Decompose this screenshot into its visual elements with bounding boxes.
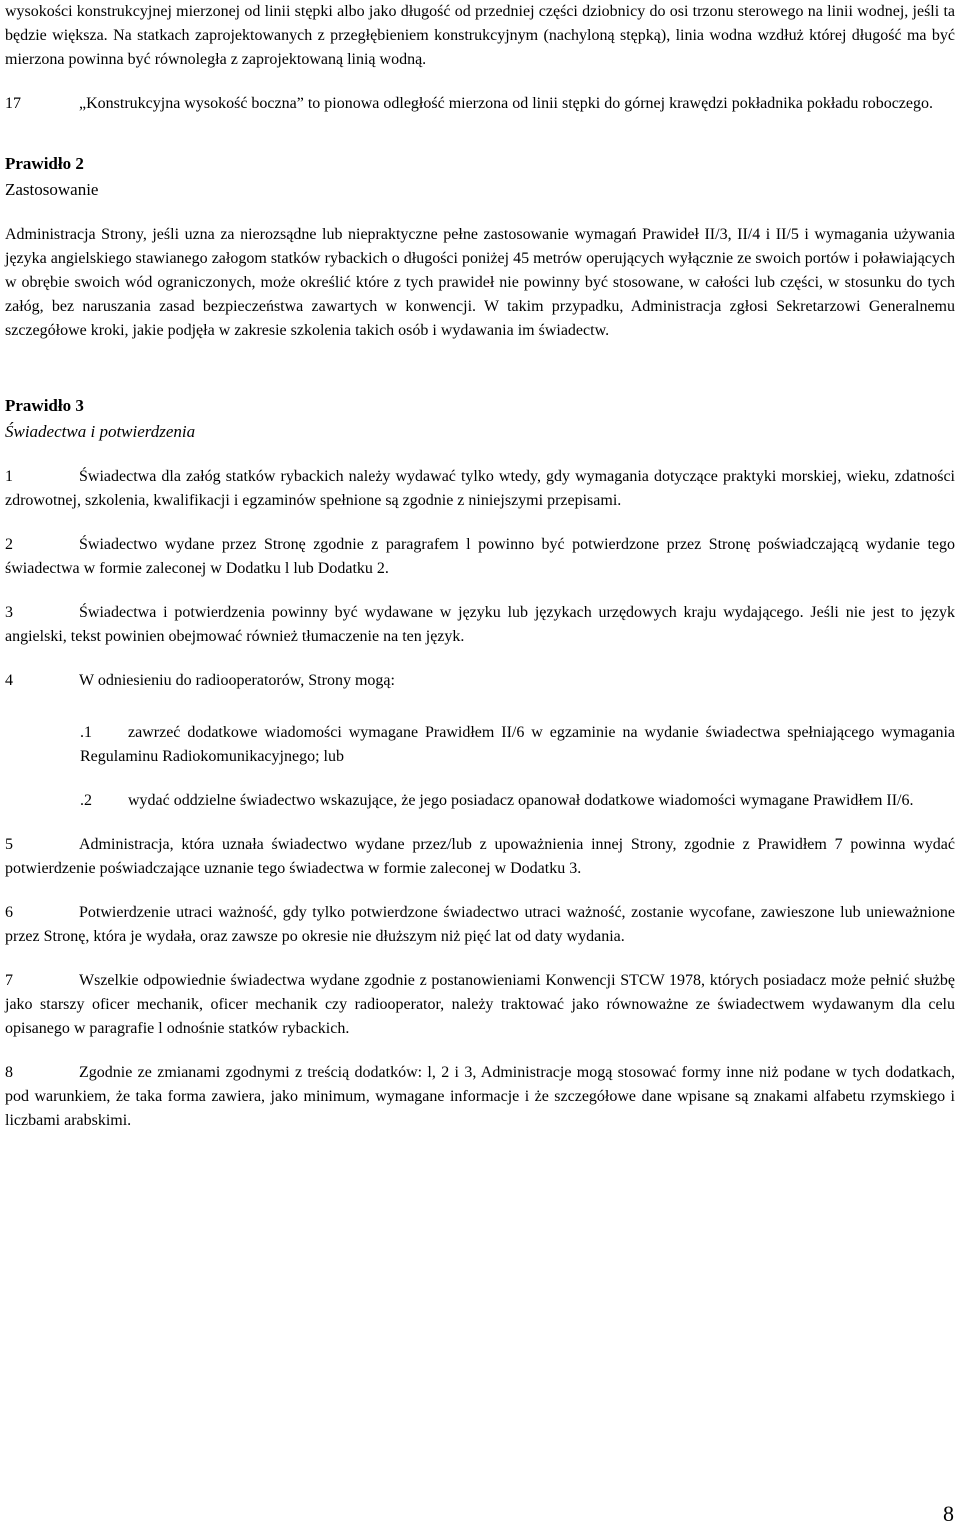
subitem-text: wydać oddzielne świadectwo wskazujące, że jego posiadacz opanował dodatkowe wiadomości wymagane Prawidłem II/6. xyxy=(128,792,914,809)
item-number: 6 xyxy=(5,904,13,921)
item-text: W odniesieniu do radiooperatorów, Strony mogą: xyxy=(79,672,395,689)
item-number: 7 xyxy=(5,972,13,989)
rule3-subitem-1 xyxy=(80,721,955,769)
rule3-item-2 xyxy=(5,533,955,581)
rule3-subitem-2 xyxy=(80,789,955,813)
rule3-subtitle: Świadectwa i potwierdzenia xyxy=(5,422,196,441)
item-text: Potwierdzenie utraci ważność, gdy tylko potwierdzone świadectwo utraci ważność, zostanie wycofane, zawieszone lub unieważnione przez Stronę, która je wydała, oraz zawsze po okresie nie dłuższym niż pięć lat od daty wydania. xyxy=(5,904,955,945)
item-number: 17 xyxy=(5,95,21,112)
item-text: Administracja, która uznała świadectwo wydane przez/lub z upoważnienia innej Strony, zgodnie z Prawidłem 7 powinna wydać potwierdzenie poświadczające uznanie tego świadectwa w formie zaleconej w Dodatku 3. xyxy=(5,836,955,877)
item-text: Świadectwa i potwierdzenia powinny być wydawane w języku lub językach urzędowych kraju wydającego. Jeśli nie jest to język angielski, tekst powinien obejmować również tłumaczenie na ten język. xyxy=(5,604,955,645)
item-text: Zgodnie ze zmianami zgodnymi z treścią dodatków: l, 2 i 3, Administracje mogą stosować formy inne niż podane w tych dodatkach, pod warunkiem, że taka forma zawiera, jako minimum, wymagane informacje i że szczegółowe dane wpisane są znakami alfabetu rzymskiego i liczbami arabskimi. xyxy=(5,1064,955,1129)
definition-item-17 xyxy=(5,92,955,116)
intro-continuation: wysokości konstrukcyjnej mierzonej od linii stępki albo jako długość od przedniej części dziobnicy do osi trzonu sterowego na linii wodnej, jeśli ta będzie większa. Na statkach zaprojektowanych z przegłębieniem konstrukcyjnym (nachyloną stępką), linia wodna wzdłuż której długość ma być mierzona powinna być równoległa z zaprojektowaną linią wodną. xyxy=(5,3,955,68)
rule3-item-8 xyxy=(5,1061,955,1133)
rule2-body: Administracja Strony, jeśli uzna za nierozsądne lub niepraktyczne pełne zastosowanie wymagań Prawideł II/3, II/4 i II/5 i wymagania używania języka angielskiego stawianego załogom statków rybackich o długości poniżej 45 metrów operujących wyłącznie ze swoich portów i poławiających w obrębie swoich wód ograniczonych, może określić które z tych prawideł nie powinny być stosowane, w całości lub części, w stosunku do tych załóg, bez naruszania zasad bezpieczeństwa zawartych w konwencji. W takim przypadku, Administracja zgłosi Sekretarzowi Generalnemu szczegółowe kroki, jakie podjęła w zakresie szkolenia takich osób i wydawania im świadectw. xyxy=(5,226,955,339)
item-text: „Konstrukcyjna wysokość boczna” to pionowa odległość mierzona od linii stępki do górnej krawędzi pokładnika pokładu roboczego. xyxy=(79,95,933,112)
rule3-item-6 xyxy=(5,901,955,949)
item-number: 2 xyxy=(5,536,13,553)
item-number: 3 xyxy=(5,604,13,621)
subitem-number: .1 xyxy=(80,724,92,741)
subitem-number: .2 xyxy=(80,792,92,809)
item-number: 5 xyxy=(5,836,13,853)
item-text: Świadectwa dla załóg statków rybackich należy wydawać tylko wtedy, gdy wymagania dotyczące praktyki morskiej, wieku, zdatności zdrowotnej, szkolenia, kwalifikacji i egzaminów spełnione są zgodnie z niniejszymi przepisami. xyxy=(5,468,955,509)
rule3-item-5 xyxy=(5,833,955,881)
rule3-item-4 xyxy=(5,669,955,693)
rule2-subtitle: Zastosowanie xyxy=(5,180,99,199)
document-page xyxy=(5,0,955,1133)
item-text: Wszelkie odpowiednie świadectwa wydane zgodnie z postanowieniami Konwencji STCW 1978, których posiadacz może pełnić służbę jako starszy oficer mechanik, oficer mechanik czy radiooperator, należy traktować jako równoważne ze świadectwem wydawanym dla celu opisanego w paragrafie l odnośnie statków rybackich. xyxy=(5,972,955,1037)
item-number: 8 xyxy=(5,1064,13,1081)
rule3-title: Prawidło 3 xyxy=(5,396,84,415)
item-text: Świadectwo wydane przez Stronę zgodnie z paragrafem l powinno być potwierdzone przez Stronę poświadczającą wydanie tego świadectwa w formie zaleconej w Dodatku l lub Dodatku 2. xyxy=(5,536,955,577)
rule3-item-7 xyxy=(5,969,955,1041)
rule2-title: Prawidło 2 xyxy=(5,154,84,173)
item-number: 1 xyxy=(5,468,13,485)
subitem-text: zawrzeć dodatkowe wiadomości wymagane Prawidłem II/6 w egzaminie na wydanie świadectwa spełniającego wymagania Regulaminu Radiokomunikacyjnego; lub xyxy=(80,724,955,765)
rule3-item-1 xyxy=(5,465,955,513)
item-number: 4 xyxy=(5,672,13,689)
rule3-item-3 xyxy=(5,601,955,649)
page-number: 8 xyxy=(943,1501,954,1526)
